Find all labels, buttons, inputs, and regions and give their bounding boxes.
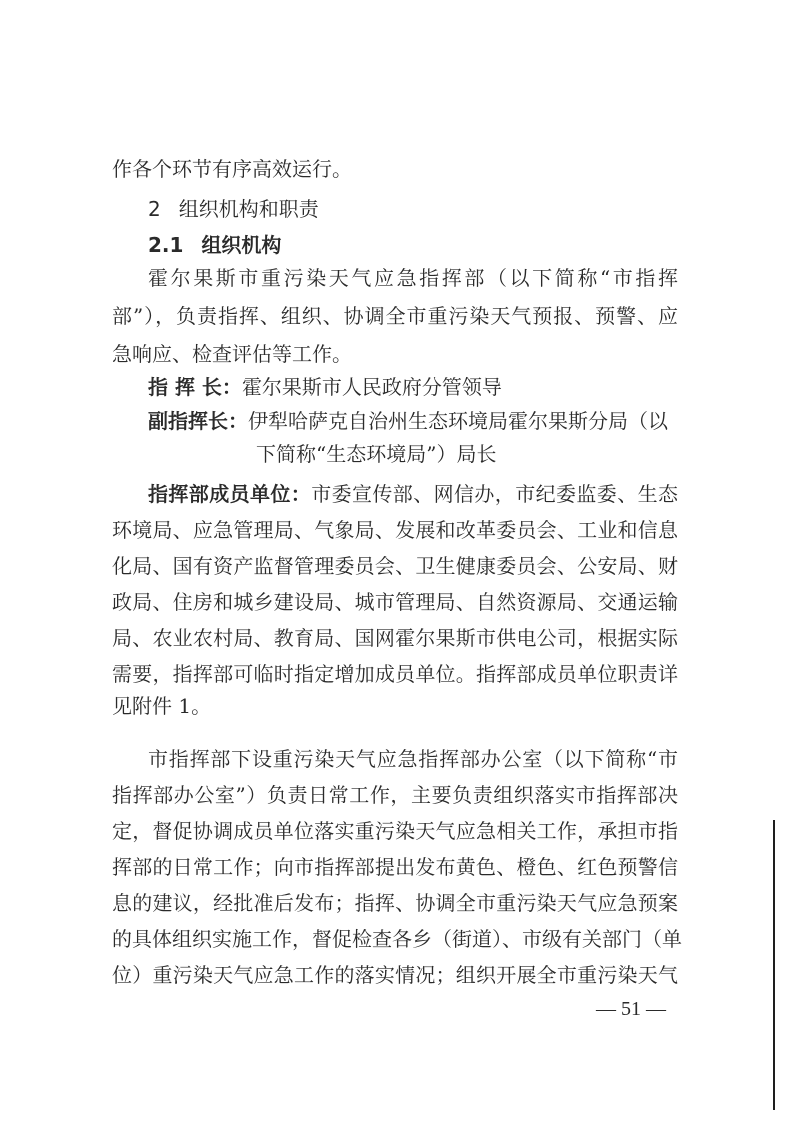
- members-line: [148, 481, 678, 507]
- paragraph-line: 部”），负责指挥、组织、协调全市重污染天气预报、预警、应: [112, 304, 678, 328]
- section-number: 2.1: [148, 233, 184, 257]
- commander-line: [148, 374, 678, 400]
- paragraph-line: 息的建议，经批准后发布；指挥、协调全市重污染天气应急预案: [112, 891, 678, 915]
- paragraph-line: 位）重污染天气应急工作的落实情况；组织开展全市重污染天气: [112, 963, 678, 987]
- paragraph-line: 挥部的日常工作；向市指挥部提出发布黄色、橙色、红色预警信: [112, 855, 678, 879]
- paragraph-line: 霍尔果斯市重污染天气应急指挥部（以下简称“市指挥: [148, 266, 678, 290]
- deputy-commander-label: 副指挥长：: [148, 409, 248, 433]
- paragraph-line: 需要，指挥部可临时指定增加成员单位。指挥部成员单位职责详: [112, 662, 678, 686]
- scan-edge-line: [773, 820, 775, 1110]
- paragraph-line: 指挥部办公室”）负责日常工作，主要负责组织落实市指挥部决: [112, 783, 678, 807]
- paragraph-line: 见附件 1。: [112, 694, 212, 718]
- members-label: 指挥部成员单位：: [148, 482, 312, 506]
- section-heading-2-1: [148, 232, 548, 258]
- paragraph-line: 市指挥部下设重污染天气应急指挥部办公室（以下简称“市: [148, 747, 678, 771]
- page-number: — 51 —: [596, 998, 666, 1020]
- paragraph-line: 局、农业农村局、教育局、国网霍尔果斯市供电公司，根据实际: [112, 626, 678, 650]
- deputy-commander-line: [148, 408, 678, 434]
- deputy-commander-continuation: 下简称“生态环境局”）局长: [256, 442, 497, 466]
- paragraph-line: 的具体组织实施工作，督促检查各乡（街道）、市级有关部门（单: [112, 927, 682, 951]
- paragraph-line: 急响应、检查评估等工作。: [112, 342, 352, 366]
- paragraph-line: 化局、国有资产监督管理委员会、卫生健康委员会、公安局、财: [112, 554, 678, 578]
- commander-label: 指 挥 长：: [148, 375, 242, 399]
- section-title: 组织机构: [201, 233, 282, 257]
- paragraph-line: 政局、住房和城乡建设局、城市管理局、自然资源局、交通运输: [112, 590, 678, 614]
- members-text: 市委宣传部、网信办，市纪委监委、生态: [311, 482, 679, 506]
- section-title: 组织机构和职责: [178, 197, 319, 221]
- section-number: 2: [148, 197, 161, 221]
- commander-value: 霍尔果斯市人民政府分管领导: [241, 375, 502, 399]
- paragraph-line: 定，督促协调成员单位落实重污染天气应急相关工作，承担市指: [112, 819, 678, 843]
- paragraph-line: 环境局、应急管理局、气象局、发展和改革委员会、工业和信息: [112, 518, 678, 542]
- section-heading-2: [148, 196, 548, 222]
- paragraph-line: 作各个环节有序高效运行。: [112, 157, 352, 181]
- deputy-commander-value: 伊犁哈萨克自治州生态环境局霍尔果斯分局（以: [248, 409, 668, 433]
